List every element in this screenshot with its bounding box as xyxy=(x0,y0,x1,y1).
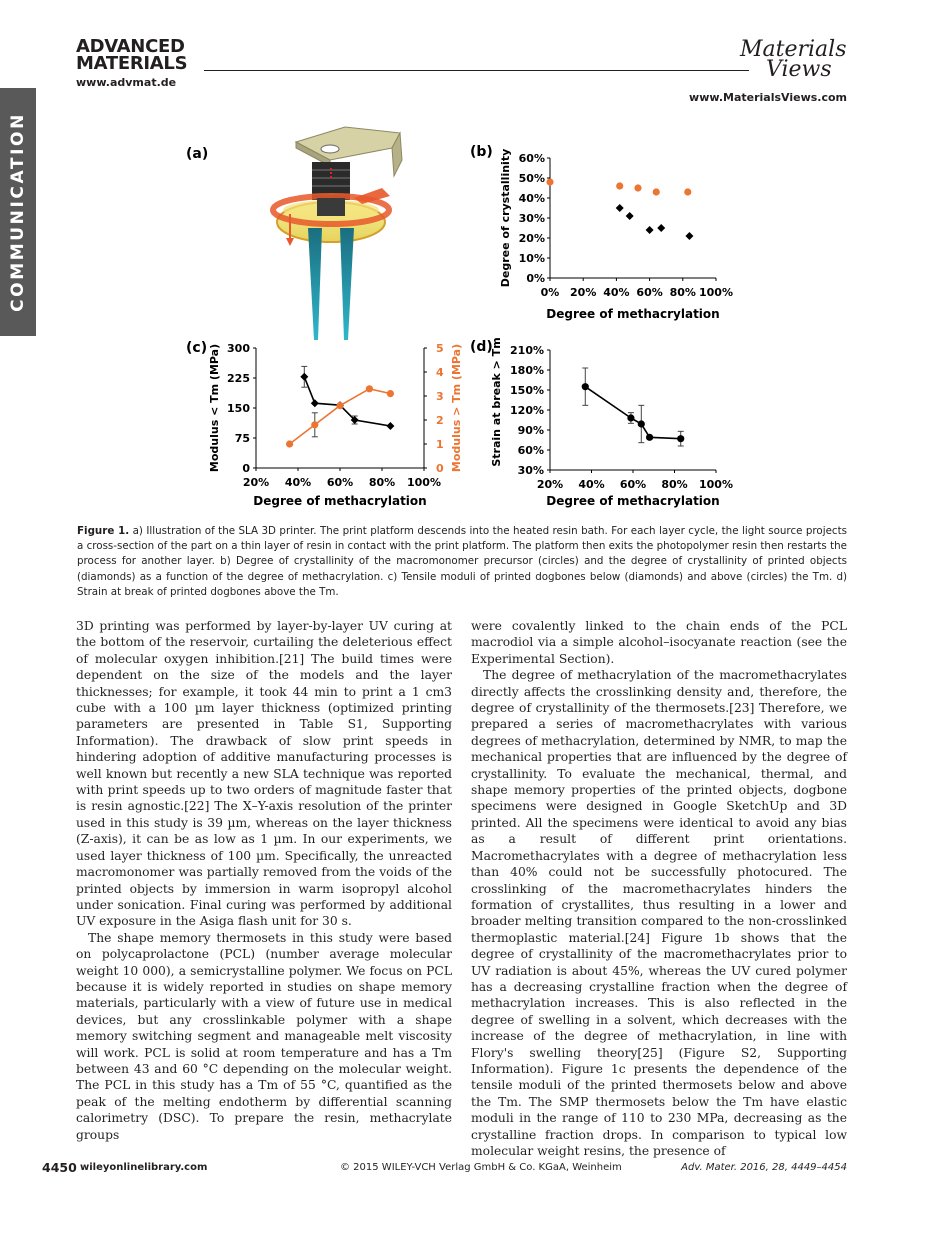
chart-b-point-s1 xyxy=(657,224,665,232)
chart-c-ytick-left-label: 150 xyxy=(227,402,250,415)
chart-b-point-s0 xyxy=(634,184,641,191)
chart-b xyxy=(499,149,733,321)
panel-c-label: (c) xyxy=(186,340,208,356)
chart-b-xtick-label: 80% xyxy=(669,286,696,299)
chart-c-ytick-right-label: 2 xyxy=(436,414,444,427)
chart-b-ytick-label: 60% xyxy=(518,152,545,165)
chart-c-xlabel: Degree of methacrylation xyxy=(253,494,427,508)
chart-b-ytick-label: 40% xyxy=(518,192,545,205)
chart-b-ytick-label: 30% xyxy=(518,212,545,225)
chart-c-xtick-label: 40% xyxy=(284,476,312,489)
mv-logo-line2: Views xyxy=(766,57,832,82)
chart-b-ytick-label: 50% xyxy=(518,172,545,185)
chart-c xyxy=(208,342,463,508)
chart-c-point-s1 xyxy=(366,385,373,392)
chart-d-xtick-label: 80% xyxy=(661,478,688,491)
chart-c-xtick-label: 100% xyxy=(407,476,441,489)
chart-b-point-s0 xyxy=(546,178,553,185)
page-number: 4450 xyxy=(42,1160,77,1175)
chart-b-ytick-label: 10% xyxy=(518,252,545,265)
chart-d-ytick-label: 180% xyxy=(510,364,544,377)
figure-1 xyxy=(0,0,925,520)
chart-d-point xyxy=(638,420,645,427)
chart-d-ytick-label: 210% xyxy=(510,344,544,357)
caption-label: Figure 1. xyxy=(77,525,130,537)
chart-b-ytick-label: 20% xyxy=(518,232,545,245)
chart-c-point-s0 xyxy=(386,422,394,430)
chart-c-xtick-label: 80% xyxy=(368,476,396,489)
chart-b-point-s0 xyxy=(684,188,691,195)
chart-c-xtick-label: 60% xyxy=(326,476,354,489)
chart-c-point-s1 xyxy=(286,440,293,447)
materialsviews-url[interactable]: www.MaterialsViews.com xyxy=(689,91,847,104)
chart-c-ytick-left-label: 0 xyxy=(242,462,250,475)
panel-a-label: (a) xyxy=(186,146,209,162)
chart-c-ytick-left-label: 225 xyxy=(227,372,250,385)
chart-c-ytick-left-label: 300 xyxy=(227,342,250,355)
chart-c-ylabel-left: Modulus < Tm (MPa) xyxy=(208,343,221,473)
chart-b-point-s1 xyxy=(626,212,634,220)
chart-d-xtick-label: 100% xyxy=(699,478,733,491)
chart-d-xtick-label: 60% xyxy=(619,478,647,491)
footer-copyright: © 2015 WILEY-VCH Verlag GmbH & Co. KGaA, Weinheim xyxy=(340,1162,622,1173)
chart-c-ytick-right-label: 0 xyxy=(436,462,444,475)
chart-c-point-s0 xyxy=(300,373,308,381)
panel-d-label: (d) xyxy=(470,339,493,355)
logo-line2: MATERIALS xyxy=(76,53,188,74)
chart-c-point-s1 xyxy=(387,390,394,397)
left-paragraph-2: The shape memory thermosets in this study were based on polycaprolactone (PCL) (number average molecular weight 10 000), a semicrystalline polymer. We focus on PCL because it is widely reported in studies on shape memory materials, particularly with a view of future use in medical devices, but any crosslinkable polymer with a shape memory switching segment and manageable melt viscosity will work. PCL is solid at room temperature and has a Tm between 43 and 60 °C depending on the molecular weight. The PCL in this study has a Tm of 55 °C, quantified as the peak of the melting endotherm by differential scanning calorimetry (DSC). To prepare the resin, methacrylate groups xyxy=(76,930,452,1142)
chart-b-xtick-label: 60% xyxy=(636,286,663,299)
chart-d-ytick-label: 30% xyxy=(517,464,544,477)
chart-b-point-s0 xyxy=(616,182,623,189)
chart-c-ytick-right-label: 4 xyxy=(436,366,444,379)
chart-c-point-s1 xyxy=(311,421,318,428)
right-paragraph-1: were covalently linked to the chain ends of the PCL macrodiol via a simple alcohol–isocyanate reaction (see the Experimental Section). xyxy=(471,619,847,666)
footer-citation: Adv. Mater. 2016, 28, 4449–4454 xyxy=(681,1162,847,1173)
mv-logo-line1: Materials xyxy=(740,37,847,62)
right-paragraph-2: The degree of methacrylation of the macromethacrylates directly affects the crosslinking density and, therefore, the degree of crystallinity of the thermosets.[23] Therefore, we prepared a series of macromethacrylates with various degrees of methacrylation, determined by NMR, to map the mechanical properties that are influenced by the degree of crystallinity. To evaluate the mechanical, thermal, and shape memory properties of the printed objects, dogbone specimens were designed in Google SketchUp and 3D printed. All the specimens were identical to avoid any bias as a result of different print orientations. Macromethacrylates with a degree of methacrylation less than 40% could not be successfully photocured. The crosslinking of the macromethacrylates hinders the formation of crystallites, thus resulting in a lower and broader melting transition compared to the non-crosslinked thermoplastic material.[24] Figure 1b shows that the degree of crystallinity of the macromethacrylates prior to UV radiation is about 45%, whereas the UV cured polymer has a decreasing crystalline fraction when the degree of methacrylation increases. This is also reflected in the degree of swelling in a solvent, which decreases with the increase of the degree of methacrylation, in line with Flory's swelling theory[25] (Figure S2, Supporting Information). Figure 1c presents the dependence of the tensile moduli of the printed thermosets below and above the Tm. The SMP thermosets below the Tm have elastic moduli in the range of 110 to 230 MPa, decreasing as the crystalline fraction drops. In comparison to typical low molecular weight resins, the presence of xyxy=(471,668,847,1158)
chart-d-ytick-label: 150% xyxy=(510,384,544,397)
chart-d-point xyxy=(646,434,653,441)
figure-caption xyxy=(77,524,847,600)
sla-printer-illustration xyxy=(273,127,402,340)
body-column-right xyxy=(471,618,847,1159)
chart-b-point-s1 xyxy=(616,204,624,212)
chart-d-ytick-label: 90% xyxy=(517,424,544,437)
chart-b-ytick-label: 0% xyxy=(526,272,545,285)
chart-d-point xyxy=(582,383,589,390)
chart-b-xtick-label: 100% xyxy=(699,286,733,299)
chart-b-xtick-label: 0% xyxy=(540,286,560,299)
chart-b-point-s1 xyxy=(685,232,693,240)
body-column-left xyxy=(76,618,452,1143)
chart-b-point-s0 xyxy=(653,188,660,195)
chart-d-xtick-label: 40% xyxy=(578,478,605,491)
chart-c-line-s1 xyxy=(290,389,391,444)
chart-d-ylabel: Strain at break > Tm xyxy=(490,337,503,467)
chart-c-ytick-right-label: 3 xyxy=(436,390,444,403)
chart-c-ylabel-right: Modulus > Tm (MPa) xyxy=(450,343,463,473)
chart-d xyxy=(490,337,733,508)
chart-d-ytick-label: 120% xyxy=(510,404,544,417)
chart-d-xtick-label: 20% xyxy=(536,478,564,491)
footer-site[interactable]: wileyonlinelibrary.com xyxy=(80,1162,208,1173)
chart-b-point-s1 xyxy=(646,226,654,234)
panel-b-label: (b) xyxy=(470,144,493,160)
chart-c-ytick-right-label: 5 xyxy=(436,342,444,355)
left-paragraph-1: 3D printing was performed by layer-by-layer UV curing at the bottom of the reservoir, curtailing the deleterious effect of molecular oxygen inhibition.[21] The build times were dependent on the size of the models and the layer thicknesses; for example, it took 44 min to print a 1 cm3 cube with a 100 µm layer thickness (optimized printing parameters are presented in Table S1, Supporting Information). The drawback of slow print speeds in hindering adoption of additive manufacturing processes is well known but recently a new SLA technique was reported with print speeds up to two orders of magnitude faster that is resin agnostic.[22] The X–Y-axis resolution of the printer used in this study is 39 µm, whereas on the layer thickness (Z-axis), it can be as low as 1 µm. In our experiments, we used layer thickness of 100 µm. Specifically, the unreacted macromonomer was partially removed from the voids of the printed objects by immersion in warm isopropyl alcohol under sonication. Final curing was performed by additional UV exposure in the Asiga flash unit for 30 s. xyxy=(76,619,452,929)
chart-d-xlabel: Degree of methacrylation xyxy=(546,494,720,508)
chart-b-xtick-label: 40% xyxy=(603,286,630,299)
chart-c-point-s1 xyxy=(336,402,343,409)
chart-d-point xyxy=(677,435,684,442)
chart-b-xlabel: Degree of methacrylation xyxy=(546,307,720,321)
chart-c-ytick-right-label: 1 xyxy=(436,438,444,451)
logo-line1: ADVANCED xyxy=(76,36,185,57)
section-tab-label: COMMUNICATION xyxy=(8,112,28,312)
caption-text: a) Illustration of the SLA 3D printer. The print platform descends into the heated resin bath. For each layer cycle, the light source projects a cross-section of the part on a thin layer of resin in contact with the print platform. The platform then exits the photopolymer resin then restarts the process for another layer. b) Degree of crystallinity of the macromonomer precursor (circles) and the degree of crystallinity of printed objects (diamonds) as a function of the degree of methacrylation. c) Tensile moduli of printed dogbones below (diamonds) and above (circles) the Tm. d) Strain at break of printed dogbones above the Tm. xyxy=(77,525,847,598)
chart-c-ytick-left-label: 75 xyxy=(234,432,250,445)
chart-c-point-s0 xyxy=(311,399,319,407)
chart-d-point xyxy=(627,414,634,421)
journal-url[interactable]: www.advmat.de xyxy=(76,76,177,89)
chart-d-ytick-label: 60% xyxy=(517,444,544,457)
chart-b-ylabel: Degree of crystallinity xyxy=(499,148,512,288)
chart-b-xtick-label: 20% xyxy=(570,286,597,299)
chart-c-xtick-label: 20% xyxy=(242,476,270,489)
